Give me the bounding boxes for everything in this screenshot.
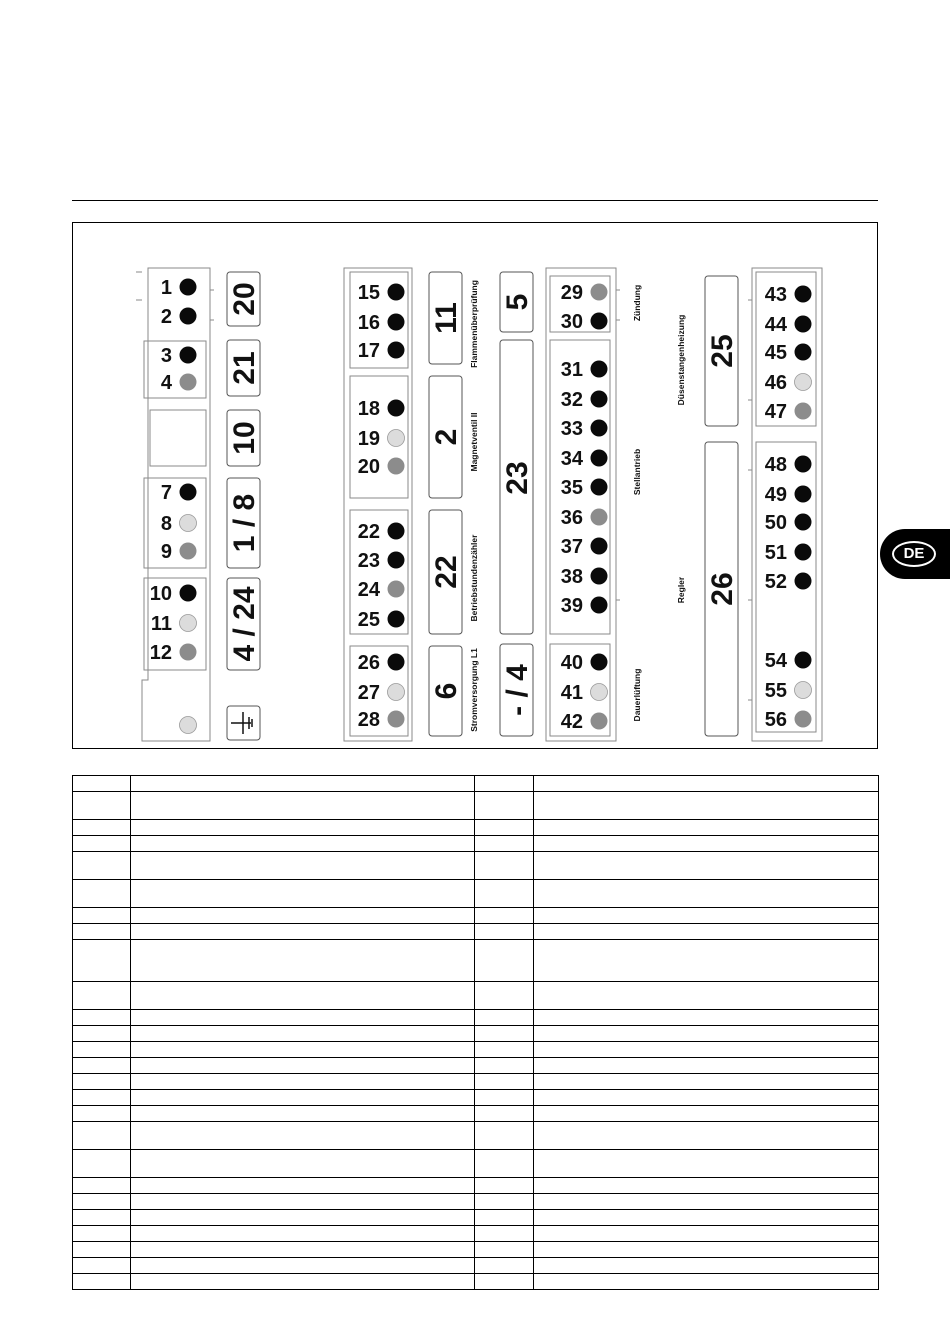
table-row: [73, 1074, 879, 1090]
table-cell: [131, 1090, 475, 1106]
terminal-label: 8: [160, 513, 172, 535]
table-row: [73, 1210, 879, 1226]
table-cell: [73, 1122, 131, 1150]
table-cell: [131, 836, 475, 852]
table-cell: [73, 908, 131, 924]
terminal-dot: [388, 314, 405, 331]
table-row: [73, 1026, 879, 1042]
terminal-label: 52: [764, 571, 787, 593]
table-cell: [131, 982, 475, 1010]
terminal-dot: [591, 654, 608, 671]
table-row: [73, 1242, 879, 1258]
terminal-dot: [388, 342, 405, 359]
terminal-dot: [180, 515, 197, 532]
group-label: 25: [706, 334, 739, 368]
table-cell: [73, 820, 131, 836]
group-label: 6: [430, 682, 463, 700]
table-cell: [73, 1090, 131, 1106]
function-flammenueberpruefung: Flammenüberprüfung: [469, 280, 479, 368]
table-cell: [534, 1150, 879, 1178]
table-row: [73, 1194, 879, 1210]
table-cell: [131, 1042, 475, 1058]
table-row: [73, 1090, 879, 1106]
terminal-label: 43: [764, 284, 787, 306]
terminal-dot: [388, 552, 405, 569]
table-cell: [131, 1274, 475, 1290]
terminal-dot: [591, 509, 608, 526]
terminal-dot: [591, 420, 608, 437]
table-cell: [131, 1242, 475, 1258]
terminal-label: 12: [149, 642, 172, 664]
table-cell: [534, 820, 879, 836]
table-cell: [131, 940, 475, 982]
table-cell: [73, 1178, 131, 1194]
table-cell: [73, 792, 131, 820]
group-labels: [228, 282, 739, 716]
terminal-dot: [795, 682, 812, 699]
language-badge: [880, 529, 950, 579]
function-stellantrieb: Stellantrieb: [632, 448, 642, 496]
table-cell: [475, 1058, 534, 1074]
table-cell: [73, 880, 131, 908]
terminal-label: 29: [560, 282, 583, 304]
terminal-dot: [180, 279, 197, 296]
terminal-label: 35: [560, 477, 583, 499]
terminal-dot: [795, 544, 812, 561]
table-cell: [475, 880, 534, 908]
function-magnetventil: Magnetventil II: [469, 412, 479, 472]
table-cell: [131, 1150, 475, 1178]
terminal-dot: [591, 713, 608, 730]
table-cell: [475, 924, 534, 940]
group-label: - / 4: [501, 664, 534, 716]
table-row: [73, 1122, 879, 1150]
terminal-dot: [180, 585, 197, 602]
table-cell: [73, 852, 131, 880]
terminal-dot: [388, 654, 405, 671]
terminal-dot: [591, 538, 608, 555]
function-regler: Regler: [676, 576, 686, 604]
terminal-label: 55: [764, 680, 787, 702]
terminal-label: 4: [160, 372, 172, 394]
terminal-label: 10: [149, 583, 172, 605]
terminal-dot: [591, 479, 608, 496]
language-badge-label: DE: [892, 541, 936, 567]
group-label: 2: [430, 428, 463, 446]
table-row: [73, 1226, 879, 1242]
table-cell: [475, 1242, 534, 1258]
table-cell: [73, 1242, 131, 1258]
table-cell: [73, 1150, 131, 1178]
table-row: [73, 1058, 879, 1074]
terminal-dot: [388, 523, 405, 540]
terminal-dot: [591, 313, 608, 330]
table-cell: [534, 924, 879, 940]
terminal-dot: [795, 374, 812, 391]
terminal-label: 54: [764, 650, 787, 672]
group-label: 23: [501, 461, 534, 495]
terminal-label: 16: [357, 312, 380, 334]
table-cell: [475, 1042, 534, 1058]
label-boxes: [227, 272, 738, 736]
terminal-dot: [180, 717, 197, 734]
table-cell: [534, 880, 879, 908]
table-cell: [131, 1178, 475, 1194]
terminal-label: 22: [357, 521, 380, 543]
table-cell: [131, 1194, 475, 1210]
table-row: [73, 1178, 879, 1194]
terminal-dot: [795, 573, 812, 590]
table-cell: [534, 776, 879, 792]
group-label: 4 / 24: [228, 586, 261, 662]
table-cell: [534, 1226, 879, 1242]
table-cell: [73, 924, 131, 940]
table-cell: [475, 836, 534, 852]
table-row: [73, 1010, 879, 1026]
table-cell: [73, 1058, 131, 1074]
terminal-dot: [591, 568, 608, 585]
table-cell: [131, 1122, 475, 1150]
terminal-dot: [388, 684, 405, 701]
table-row: [73, 1106, 879, 1122]
terminal-dot: [795, 486, 812, 503]
terminal-dot: [388, 458, 405, 475]
table-cell: [534, 1122, 879, 1150]
table-cell: [534, 1210, 879, 1226]
terminal-label: 28: [357, 709, 380, 731]
terminal-label: 2: [160, 306, 172, 328]
function-dauerlueftung: Dauerlüftung: [632, 668, 642, 722]
table-cell: [534, 1242, 879, 1258]
table-cell: [73, 1226, 131, 1242]
table-cell: [131, 776, 475, 792]
table-row: [73, 1258, 879, 1274]
table-cell: [534, 982, 879, 1010]
table-cell: [475, 1026, 534, 1042]
table-cell: [475, 1194, 534, 1210]
terminal-label: 38: [560, 566, 583, 588]
terminals-strip-c: [561, 282, 608, 733]
group-label: 21: [228, 351, 261, 385]
function-zuendung: Zündung: [632, 284, 642, 322]
table-cell: [534, 940, 879, 982]
table-cell: [73, 776, 131, 792]
table-row: [73, 1150, 879, 1178]
terminal-label: 17: [357, 340, 380, 362]
table-row: [73, 982, 879, 1010]
table-cell: [475, 1106, 534, 1122]
table-cell: [534, 1258, 879, 1274]
table-cell: [534, 1178, 879, 1194]
terminals-strip-b: [358, 282, 405, 731]
table-cell: [131, 820, 475, 836]
terminal-dot: [591, 361, 608, 378]
table-cell: [534, 836, 879, 852]
table-cell: [131, 792, 475, 820]
terminal-label: 27: [357, 682, 380, 704]
terminal-dot: [388, 611, 405, 628]
terminal-dot: [795, 403, 812, 420]
table-cell: [131, 1058, 475, 1074]
table-cell: [475, 792, 534, 820]
table-cell: [131, 1010, 475, 1026]
table-row: [73, 1042, 879, 1058]
table-cell: [475, 1226, 534, 1242]
table-cell: [131, 852, 475, 880]
table-cell: [131, 1258, 475, 1274]
terminal-label: 44: [764, 314, 787, 336]
table-cell: [73, 1194, 131, 1210]
terminal-label: 15: [357, 282, 380, 304]
terminal-dot: [180, 374, 197, 391]
terminal-label: 24: [357, 579, 380, 601]
table-cell: [131, 924, 475, 940]
terminal-dot: [388, 711, 405, 728]
terminal-dot: [591, 284, 608, 301]
terminal-label: 20: [357, 456, 380, 478]
function-duesenstangenheizung: Düsenstangenheizung: [676, 314, 686, 406]
terminal-dot: [795, 711, 812, 728]
table-cell: [534, 1010, 879, 1026]
table-row: [73, 852, 879, 880]
terminal-label: 45: [764, 342, 787, 364]
terminal-dot: [795, 286, 812, 303]
function-betriebsstundenzaehler: Betriebstundenzähler: [469, 534, 479, 622]
terminal-label: 50: [764, 512, 787, 534]
table-cell: [73, 1042, 131, 1058]
table-cell: [131, 1106, 475, 1122]
housing-strip-d: [752, 268, 822, 741]
terminal-dot: [180, 484, 197, 501]
terminal-label: 34: [560, 448, 583, 470]
terminal-dot: [180, 347, 197, 364]
group-label: 10: [228, 421, 261, 455]
terminal-dot: [591, 684, 608, 701]
group-label: 20: [228, 282, 261, 316]
table-cell: [131, 880, 475, 908]
table-cell: [534, 1090, 879, 1106]
terminal-label: 3: [160, 345, 172, 367]
table-cell: [73, 1274, 131, 1290]
table-cell: [475, 1010, 534, 1026]
table-row: [73, 1274, 879, 1290]
terminal-label: 25: [357, 609, 380, 631]
table-cell: [131, 1210, 475, 1226]
terminal-dot: [795, 316, 812, 333]
table-cell: [131, 1026, 475, 1042]
terminal-dot: [180, 543, 197, 560]
table-row: [73, 908, 879, 924]
terminal-label: 39: [560, 595, 583, 617]
table-cell: [475, 820, 534, 836]
terminal-label: 51: [764, 542, 787, 564]
terminal-label: 37: [560, 536, 583, 558]
table-cell: [534, 1074, 879, 1090]
terminal-table-body: [73, 776, 879, 1290]
table-cell: [475, 940, 534, 982]
table-cell: [475, 776, 534, 792]
terminal-label: 1: [160, 277, 172, 299]
terminal-dot: [795, 344, 812, 361]
table-cell: [534, 1026, 879, 1042]
terminal-dot: [388, 430, 405, 447]
table-cell: [534, 1194, 879, 1210]
table-cell: [475, 1210, 534, 1226]
table-cell: [534, 1274, 879, 1290]
terminals-strip-a: [150, 277, 197, 734]
terminals-strip-d: [765, 284, 812, 731]
table-row: [73, 940, 879, 982]
table-row: [73, 792, 879, 820]
terminal-label: 19: [357, 428, 380, 450]
terminal-dot: [388, 400, 405, 417]
table-cell: [475, 908, 534, 924]
terminal-label: 56: [764, 709, 787, 731]
terminal-dot: [388, 284, 405, 301]
terminal-label: 33: [560, 418, 583, 440]
table-cell: [475, 1122, 534, 1150]
table-cell: [73, 836, 131, 852]
table-cell: [534, 792, 879, 820]
terminal-label: 41: [560, 682, 583, 704]
group-label: 5: [501, 293, 534, 311]
terminal-dot: [180, 644, 197, 661]
table-cell: [534, 1042, 879, 1058]
terminal-dot: [591, 450, 608, 467]
table-cell: [73, 1026, 131, 1042]
table-cell: [73, 1210, 131, 1226]
terminal-label: 48: [764, 454, 787, 476]
table-row: [73, 776, 879, 792]
table-cell: [475, 1150, 534, 1178]
terminal-label: 47: [764, 401, 787, 423]
table-cell: [475, 1090, 534, 1106]
terminal-label: 32: [560, 389, 583, 411]
table-cell: [475, 1274, 534, 1290]
table-cell: [534, 908, 879, 924]
terminal-dot: [180, 615, 197, 632]
terminal-dot: [795, 514, 812, 531]
terminal-label: 26: [357, 652, 380, 674]
terminal-label: 11: [150, 613, 172, 635]
terminal-label: 49: [764, 484, 787, 506]
terminal-label: 7: [160, 482, 172, 504]
table-cell: [475, 1258, 534, 1274]
group-label: 11: [430, 302, 463, 334]
terminal-label: 30: [560, 311, 583, 333]
terminal-dot: [180, 308, 197, 325]
table-cell: [534, 1106, 879, 1122]
table-cell: [475, 852, 534, 880]
terminal-dot: [591, 391, 608, 408]
terminal-label: 18: [357, 398, 380, 420]
terminal-label: 23: [357, 550, 380, 572]
group-label: 22: [430, 555, 463, 589]
table-row: [73, 820, 879, 836]
table-cell: [73, 940, 131, 982]
table-row: [73, 880, 879, 908]
table-cell: [534, 852, 879, 880]
table-cell: [131, 908, 475, 924]
table-cell: [475, 1074, 534, 1090]
terminal-label: 46: [764, 372, 787, 394]
terminal-label: 40: [560, 652, 583, 674]
group-label: 1 / 8: [228, 493, 261, 553]
table-row: [73, 924, 879, 940]
table-cell: [73, 1010, 131, 1026]
table-cell: [131, 1226, 475, 1242]
ground-icon: [227, 706, 260, 740]
terminal-dot: [795, 456, 812, 473]
table-cell: [73, 1106, 131, 1122]
terminal-dot: [388, 581, 405, 598]
table-cell: [475, 982, 534, 1010]
table-cell: [131, 1074, 475, 1090]
table-cell: [73, 1074, 131, 1090]
table-cell: [534, 1058, 879, 1074]
terminal-table: [72, 775, 879, 1290]
table-cell: [73, 982, 131, 1010]
table-row: [73, 836, 879, 852]
group-label: 26: [706, 572, 739, 606]
terminal-dot: [795, 652, 812, 669]
table-cell: [475, 1178, 534, 1194]
terminal-label: 36: [560, 507, 583, 529]
terminal-label: 42: [560, 711, 583, 733]
terminal-label: 9: [160, 541, 172, 563]
function-stromversorgung: Stromversorgung L1: [469, 648, 479, 732]
terminal-dot: [591, 597, 608, 614]
terminal-label: 31: [560, 359, 583, 381]
table-cell: [73, 1258, 131, 1274]
